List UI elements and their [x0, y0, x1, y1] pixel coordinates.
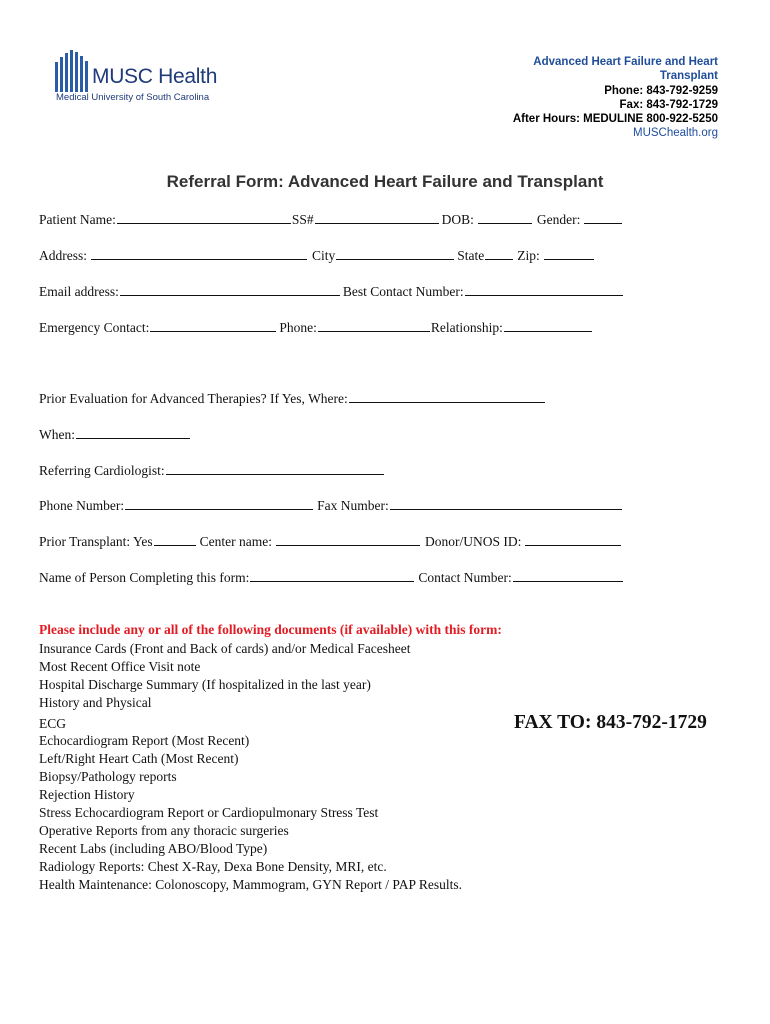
- fax-to-label: FAX TO: 843-792-1729: [514, 712, 707, 733]
- when-field[interactable]: [76, 426, 190, 439]
- row-when: [39, 426, 191, 443]
- label-ss: SS#: [291, 212, 314, 227]
- patient-name-field[interactable]: [117, 211, 291, 224]
- label-contact-number: Contact Number:: [418, 570, 512, 585]
- label-referring-cardiologist: Referring Cardiologist:: [39, 463, 165, 478]
- row-prior-transplant: [39, 533, 622, 550]
- row-phone-fax: [39, 497, 623, 514]
- row-address: [39, 247, 595, 264]
- website-link[interactable]: MUSChealth.org: [632, 127, 718, 140]
- label-dob: DOB:: [441, 212, 474, 227]
- prior-eval-field[interactable]: [349, 390, 545, 403]
- list-item: Stress Echocardiogram Report or Cardiopulmonary Stress Test: [39, 805, 379, 821]
- list-item: Rejection History: [39, 787, 135, 803]
- label-emergency-contact: Emergency Contact:: [39, 320, 150, 335]
- row-prior-eval: [39, 390, 546, 407]
- row-email: [39, 283, 624, 300]
- label-when: When:: [39, 427, 75, 442]
- list-item: Operative Reports from any thoracic surgeries: [39, 822, 289, 838]
- department-line-2: Transplant: [659, 70, 718, 83]
- form-title: Referral Form: Advanced Heart Failure and Transplant: [166, 172, 604, 191]
- contact-number-field[interactable]: [513, 569, 623, 582]
- emergency-contact-field[interactable]: [150, 319, 276, 332]
- row-emergency: [39, 319, 593, 336]
- list-item: Echocardiogram Report (Most Recent): [39, 733, 250, 749]
- list-item: Radiology Reports: Chest X-Ray, Dexa Bone Density, MRI, etc.: [39, 858, 387, 874]
- label-relationship: Relationship:: [430, 320, 503, 335]
- list-item: Left/Right Heart Cath (Most Recent): [39, 751, 239, 767]
- documents-intro: Please include any or all of the following documents (if available) with this form:: [39, 622, 502, 637]
- label-patient-name: Patient Name:: [39, 212, 116, 227]
- label-phone: Phone:: [279, 320, 317, 335]
- label-email: Email address:: [39, 284, 119, 299]
- referring-cardiologist-field[interactable]: [166, 462, 384, 475]
- label-fax-number: Fax Number:: [317, 498, 389, 513]
- contact-block: [513, 55, 718, 141]
- ss-field[interactable]: [315, 211, 439, 224]
- label-state: State: [457, 248, 485, 263]
- label-person-completing: Name of Person Completing this form:: [39, 570, 250, 585]
- label-donor-id: Donor/UNOS ID:: [425, 534, 522, 549]
- label-gender: Gender:: [536, 212, 581, 227]
- logo-subtitle: Medical University of South Carolina: [56, 92, 210, 103]
- logo-name: MUSC Health: [92, 65, 218, 88]
- list-item: Health Maintenance: Colonoscopy, Mammogram, GYN Report / PAP Results.: [39, 876, 462, 892]
- list-item: Most Recent Office Visit note: [39, 658, 201, 674]
- label-best-contact: Best Contact Number:: [342, 284, 464, 299]
- label-phone-number: Phone Number:: [39, 498, 125, 513]
- list-item: Hospital Discharge Summary (If hospitalized in the last year): [39, 676, 371, 692]
- list-item: Recent Labs (including ABO/Blood Type): [39, 840, 268, 856]
- relationship-field[interactable]: [504, 319, 592, 332]
- person-completing-field[interactable]: [250, 569, 414, 582]
- emergency-phone-field[interactable]: [318, 319, 430, 332]
- label-city: City: [312, 248, 336, 263]
- list-item: Biopsy/Pathology reports: [39, 769, 177, 785]
- prior-transplant-field[interactable]: [154, 533, 196, 546]
- email-field[interactable]: [120, 283, 340, 296]
- department-line-1: Advanced Heart Failure and Heart: [533, 56, 718, 68]
- label-prior-eval: Prior Evaluation for Advanced Therapies? If Yes, Where:: [39, 391, 348, 406]
- list-item: History and Physical: [39, 694, 152, 710]
- dob-field[interactable]: [478, 211, 532, 224]
- zip-field[interactable]: [544, 247, 594, 260]
- city-field[interactable]: [336, 247, 454, 260]
- phone-number-field[interactable]: [125, 497, 313, 510]
- row-patient: [39, 211, 623, 228]
- row-referring: [39, 462, 385, 479]
- after-hours-line: After Hours: MEDULINE 800-922-5250: [512, 113, 718, 126]
- address-field[interactable]: [91, 247, 307, 260]
- label-center-name: Center name:: [199, 534, 273, 549]
- center-name-field[interactable]: [276, 533, 420, 546]
- state-field[interactable]: [485, 247, 513, 260]
- label-prior-transplant: Prior Transplant: Yes: [39, 534, 153, 549]
- best-contact-field[interactable]: [465, 283, 623, 296]
- documents-list: [39, 640, 462, 893]
- row-person-completing: [39, 569, 624, 586]
- phone-line: Phone: 843-792-9259: [604, 84, 718, 97]
- list-item: Insurance Cards (Front and Back of cards) and/or Medical Facesheet: [39, 641, 411, 656]
- donor-id-field[interactable]: [525, 533, 621, 546]
- fax-number-field[interactable]: [390, 497, 622, 510]
- label-address: Address:: [39, 248, 87, 263]
- label-zip: Zip:: [517, 248, 540, 263]
- gender-field[interactable]: [584, 211, 622, 224]
- fax-line: Fax: 843-792-1729: [619, 98, 718, 111]
- list-item: ECG: [39, 715, 66, 731]
